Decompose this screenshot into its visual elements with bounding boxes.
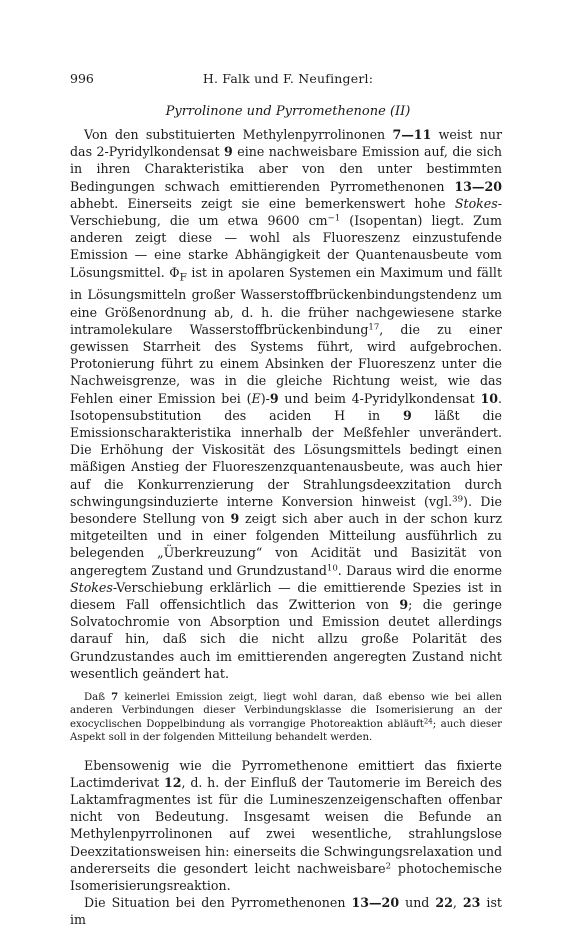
article-body xyxy=(70,126,502,929)
compound-ref: 9 xyxy=(402,407,412,423)
compound-ref: 13—20 xyxy=(351,895,400,911)
subscript: F xyxy=(179,271,187,284)
citation-ref: 24 xyxy=(423,717,433,726)
running-head: H. Falk und F. Neufingerl: xyxy=(202,71,374,86)
name-italic: Stokes xyxy=(454,195,498,211)
superscript: −1 xyxy=(327,213,341,224)
page-header xyxy=(70,71,506,87)
compound-ref: 7 xyxy=(111,691,119,704)
stereo-descriptor: E xyxy=(251,390,261,406)
citation-ref: 39 xyxy=(452,494,464,505)
section-title: Pyrrolinone und Pyrromethenone (II) xyxy=(165,104,411,119)
compound-ref: 9 xyxy=(224,144,233,160)
compound-ref: 10 xyxy=(480,390,498,406)
compound-ref: 23 xyxy=(462,895,481,911)
compound-ref: 22 xyxy=(435,895,453,911)
paragraph-emission: Von den substituierten Methylenpyrrolinonen 7—11 weist nur das 2-Pyridylkondensat 9 eine nachweisbare Emission auf, die sich in ihren Charakteristika aber von den unter bestimmten Bedingungen schwach emittierenden Pyrromethenonen 13—20 abhebt. Einerseits zeigt sie eine bemerkenswert hohe Stokes-Verschiebung, die um etwa 9600 $cm^{-1}$ (Isopentan) liegt. Zum anderen zeigt diese — wohl als Fluoreszenz einzustufende Emission — eine starke Abhängigkeit der Quantenausbeute vom Lösungsmittel. $\Phi_F$ ist in apolaren Systemen ein Maximum und fällt in Lösungsmitteln großer Wasserstoffbrückenbindungstendenz um eine Größenordnung ab, d. h. die früher nachgewiesene starke intramolekulare Wasserstoffbrückenbindung$^{17}$, die zu einer gewissen Starrheit des Systems führt, wird aufgebrochen. Protonierung führt zu einem Absinken der Fluoreszenz unter die Nachweisgrenze, was in die gleiche Richtung weist, wie das Fehlen einer Emission bei (E)-9 und beim 4-Pyridylkondensat 10. Isotopensubstitution des aciden H in 9 läßt die Emissionscharakteristika innerhalb der Meßfehler unverändert. Die Erhöhung der Viskosität des Lösungsmittels bedingt einen mäßigen Anstieg der Fluoreszenzquantenausbeute, was auch hier auf die Konkurrenzierung der Strahlungsdeexzitation durch schwingungsinduzierte interne Konversion hinweist (vgl.$^{39}$). Die besondere Stellung von 9 zeigt sich aber auch in der schon kurz mitgeteilten und in einer folgenden Mitteilung ausführlich zu belegenden „Überkreuzung“ von Acidität und Basizität von angeregtem Zustand und Grundzustand$^{10}$. Daraus wird die enorme Stokes-Verschiebung erklärlich — die emittierende Spezies ist in diesem Fall offensichtlich das Zwitterion von 9; die geringe Solvatochromie von Absorption und Emission deutet allerdings darauf hin, daß sich die nicht allzu große Polarität des Grundzustandes auch im emittierenden angeregten Zustand nicht wesentlich geändert hat. xyxy=(70,127,503,681)
compound-ref: 13—20 xyxy=(454,178,502,194)
compound-ref: 12 xyxy=(164,774,182,790)
compound-ref: 9 xyxy=(399,597,409,612)
compound-ref: 7—11 xyxy=(392,127,432,142)
small-print-note: Daß 7 keinerlei Emission zeigt, liegt wohl daran, daß ebenso wie bei allen anderen Verbindungen dieser Verbindungsklasse die Isomerisierung an der exocyclischen Doppelbindung als vorrangige Photoreaktion abläuft$^{24}$; auch dieser Aspekt soll in der folgenden Mitteilung behandelt werden. xyxy=(70,691,502,744)
compound-ref: 9 xyxy=(269,390,279,406)
paragraph-lactim: Ebensowenig wie die Pyrromethenone emittiert das fixierte Lactimderivat 12, d. h. der Einfluß der Tautomerie im Bereich des Laktamfragmentes ist für die Lumineszenzeigenschaften offenbar nicht von Bedeutung. Insgesamt weisen die Befunde an Methylenpyrrolinonen auf zwei wesentliche, strahlungslose Deexzitationsweisen hin: einerseits die Schwingungsrelaxation und andererseits die gesondert leicht nachweisbare$^2$ photochemische Isomerisierungsreaktion. xyxy=(70,757,502,894)
paragraph-situation: Die Situation bei den Pyrromethenonen 13—20 und 22, 23 ist im xyxy=(70,895,502,928)
page-number: 996 xyxy=(70,71,94,86)
citation-ref: 10 xyxy=(326,563,338,574)
citation-ref: 2 xyxy=(385,861,392,872)
compound-ref: 9 xyxy=(230,510,240,526)
citation-ref: 17 xyxy=(368,322,380,333)
name-italic: Stokes xyxy=(70,579,113,595)
